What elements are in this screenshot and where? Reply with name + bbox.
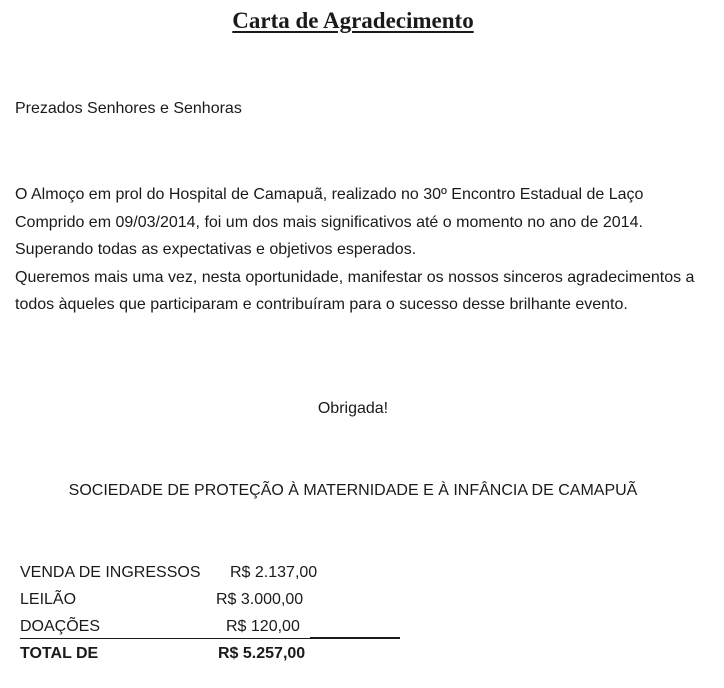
row-label: VENDA DE INGRESSOS	[20, 564, 201, 581]
total-amount: R$ 5.257,00	[218, 645, 306, 662]
totals-row-doacoes	[20, 617, 420, 644]
totals-row-ingressos	[20, 563, 420, 590]
paragraph-event: O Almoço em prol do Hospital de Camapuã, realizado no 30º Encontro Estadual de Laço Comprido em 09/03/2014, foi um dos mais significativos até o momento no ano de 2014. Superando todas as expectativas e objetivos esperados.	[15, 186, 644, 258]
closing: Obrigada!	[317, 400, 389, 417]
paragraph-thanks: Queremos mais uma vez, nesta oportunidade, manifestar os nossos sinceros agradecimentos a todos àqueles que participaram e contribuíram para o sucesso desse brilhante evento.	[15, 268, 695, 313]
letter-body	[15, 181, 705, 319]
totals-row-total	[20, 644, 420, 671]
totals-table	[20, 563, 420, 671]
organization-name: SOCIEDADE DE PROTEÇÃO À MATERNIDADE E À INFÂNCIA DE CAMAPUÃ	[68, 482, 638, 499]
sum-underline-blank	[310, 637, 400, 639]
row-label: DOAÇÕES	[20, 618, 101, 635]
row-label: LEILÃO	[20, 591, 77, 608]
totals-row-leilao	[20, 590, 420, 617]
row-amount: R$ 2.137,00	[230, 564, 318, 581]
letter-title: Carta de Agradecimento	[232, 8, 474, 33]
row-amount: R$ 3.000,00	[216, 591, 304, 608]
row-amount: R$ 120,00	[226, 618, 300, 635]
salutation: Prezados Senhores e Senhoras	[15, 100, 242, 117]
total-label: TOTAL DE	[20, 645, 99, 662]
